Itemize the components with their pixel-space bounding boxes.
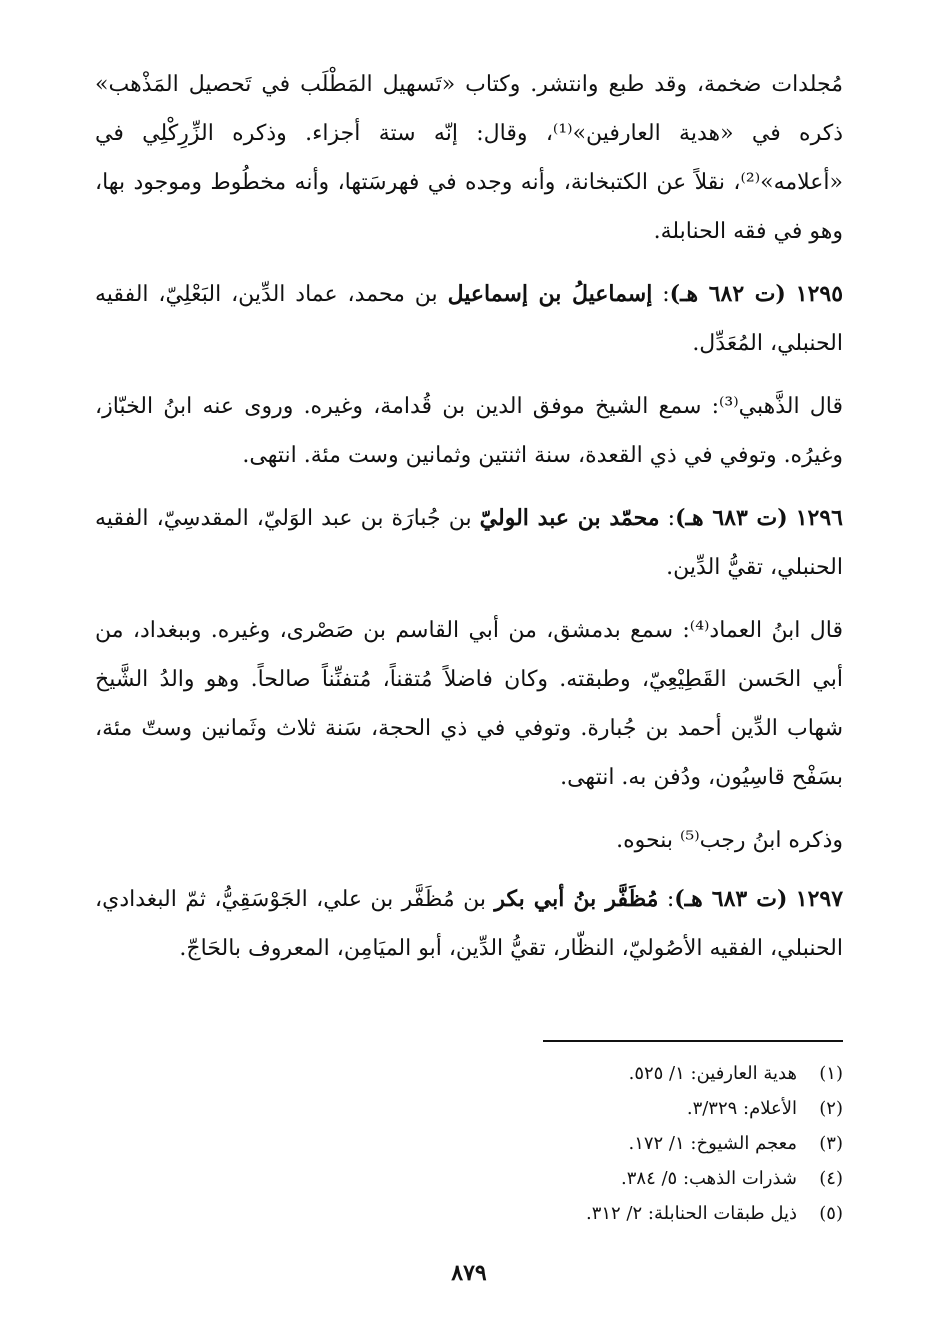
footnote-item — [543, 1126, 843, 1161]
paragraph-ibn-rajab: وذكره ابنُ رجب⁽⁵⁾ بنحوه. — [616, 828, 843, 853]
paragraph-ibn-al-imad: قال ابنُ العماد⁽⁴⁾: سمع بدمشق، من أبي القاسم بن صَصْرى، وغيره. وببغداد، من أبي الحَسن القَطِيْعِيّ، وطبقته. وكان فاضلاً مُتقناً، مُتفنِّناً صالحاً. وهو والدُ الشَّيخ شهاب الدِّين أحمد بن جُبارة. وتوفي في ذي الحجة، سَنة ثلاث وثَمانين وستّ مئة، بسَفْح قاسِيُون، ودُفن به. انتهى. — [95, 618, 843, 790]
footnote-number: (١) — [819, 1063, 843, 1084]
entry-name: مُظَفَّر بنُ أبي بكر — [494, 886, 659, 912]
page-number: ٨٧٩ — [451, 1260, 487, 1286]
footnote-text: ذيل طبقات الحنابلة: ٢/ ٣١٢. — [585, 1203, 797, 1224]
entry-1296: ١٢٩٦ (ت ٦٨٣ هـ): محمّد بن عبد الوليّ بن جُبارَة بن عبد الوَليّ، المقدسِيّ، الفقيه الحنبلي، تقيُّ الدِّين. — [95, 505, 843, 580]
entry-1297: ١٢٩٧ (ت ٦٨٣ هـ): مُظَفَّر بنُ أبي بكر بن مُظَفَّر بن علي، الجَوْسَقِيُّ، ثمّ البغدادي، الحنبلي، الفقيه الأصُوليّ، النظّار، تقيُّ الدِّين، أبو الميَامِن، المعروف بالحَاجّ. — [95, 886, 844, 961]
entry-name: محمّد بن عبد الوليّ — [479, 505, 660, 531]
footnote-number: (٣) — [819, 1133, 843, 1154]
footnote-item — [543, 1161, 843, 1196]
entry-details: بن مُظَفَّر بن علي، الجَوْسَقِيُّ، ثمّ البغدادي، الحنبلي، الفقيه الأصُوليّ، النظّار، تقيُّ الدِّين، أبو الميَامِن، المعروف بالحَاجّ. — [95, 887, 843, 961]
entry-details: بن محمد، عماد الدِّين، البَعْلِيّ، الفقيه الحنبلي، المُعَدِّل. — [95, 282, 843, 356]
footnote-number: (٥) — [819, 1203, 843, 1224]
paragraph-dhahabi: قال الذَّهبي⁽³⁾: سمع الشيخ موفق الدين بن قُدامة، وغيره. وروى عنه ابنُ الخبّاز، وغيرُه. وتوفي في ذي القعدة، سنة اثنتين وثمانين وست مئة. انتهى. — [95, 394, 843, 468]
entry-number: ١٢٩٧ — [795, 886, 844, 912]
entry-name: إسماعيلُ بن إسماعيل — [447, 281, 653, 307]
entry-details: بن جُبارَة بن عبد الوَليّ، المقدسِيّ، الفقيه الحنبلي، تقيُّ الدِّين. — [95, 506, 843, 580]
footnote-number: (٢) — [819, 1098, 843, 1119]
footnote-text: هدية العارفين: ١/ ٥٢٥. — [628, 1063, 797, 1084]
entry-number: ١٢٩٦ — [795, 505, 843, 531]
entry-number: ١٢٩٥ — [795, 281, 844, 307]
footnote-item — [543, 1196, 843, 1231]
footnote-item — [543, 1091, 843, 1126]
entry-death-date: (ت ٦٨٣ هـ) — [674, 886, 788, 912]
footnote-text: الأعلام: ٣/٣٢٩. — [686, 1098, 797, 1119]
entry-1295: ١٢٩٥ (ت ٦٨٢ هـ): إسماعيلُ بن إسماعيل بن محمد، عماد الدِّين، البَعْلِيّ، الفقيه الحنبلي، المُعَدِّل. — [95, 281, 844, 356]
footnote-item — [543, 1056, 843, 1091]
footnote-text: معجم الشيوخ: ١/ ١٧٢. — [628, 1133, 797, 1154]
footnote-text: شذرات الذهب: ٥/ ٣٨٤. — [621, 1168, 797, 1189]
entry-death-date: (ت ٦٨٢ هـ) — [669, 281, 786, 307]
page-body — [95, 60, 843, 987]
footnotes — [543, 1040, 843, 1231]
footnote-number: (٤) — [819, 1168, 843, 1189]
paragraph-intro: مُجلدات ضخمة، وقد طبع وانتشر. وكتاب «تَسهيل المَطْلَب في تَحصيل المَذْهب» ذكره في «هدية العارفين»⁽¹⁾، وقال: إنّه ستة أجزاء. وذكره الزِّرِكْلِي في «أعلامه»⁽²⁾، نقلاً عن الكتبخانة، وأنه وجده في فهرسَتها، وأنه مخطُوط وموجود بها، وهو في فقه الحنابلة. — [95, 72, 843, 244]
entry-death-date: (ت ٦٨٣ هـ) — [675, 505, 788, 531]
